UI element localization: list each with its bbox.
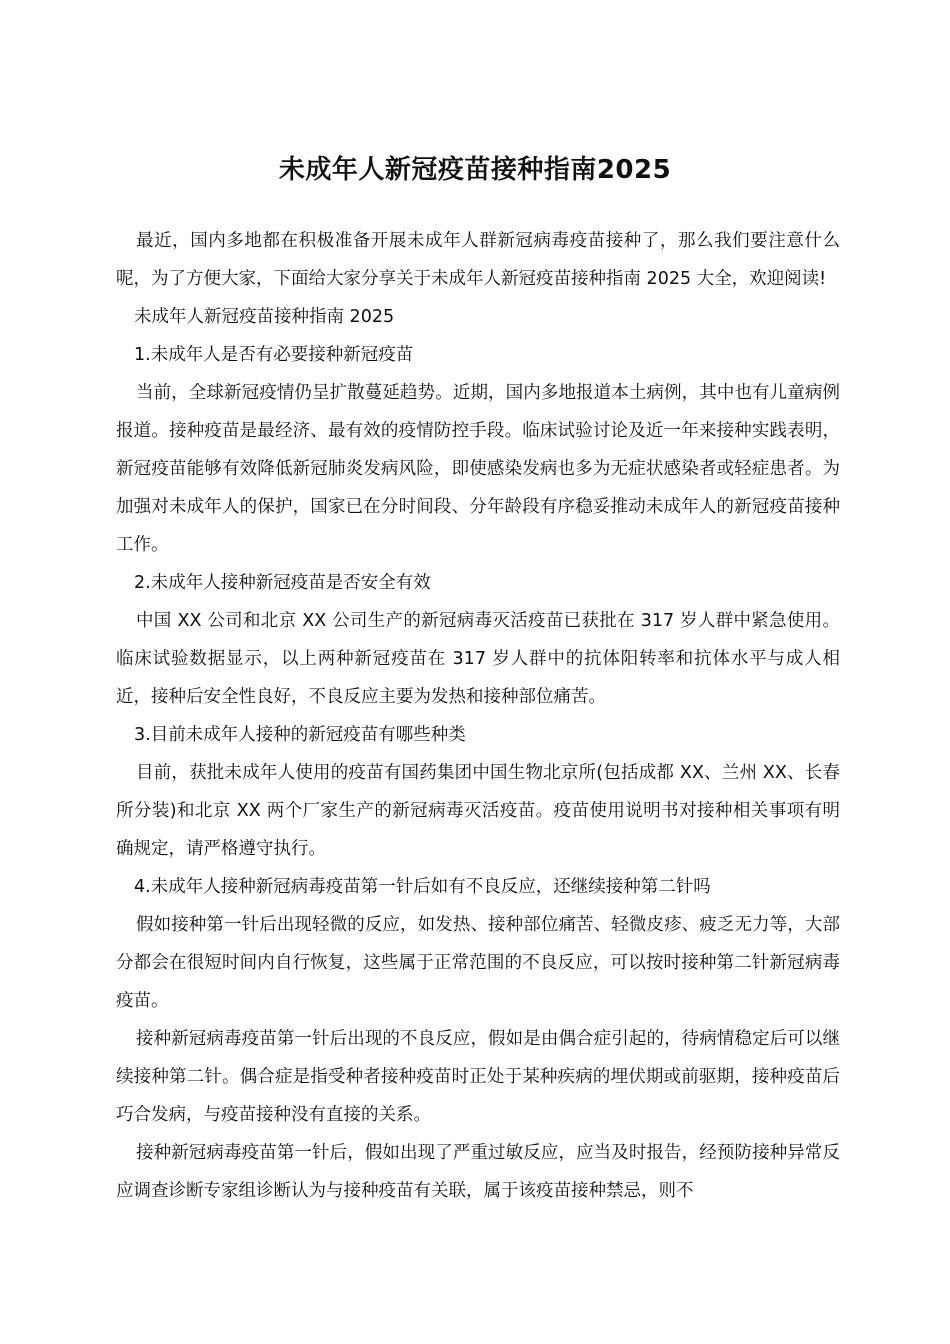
question-heading-2: 2.未成年人接种新冠疫苗是否安全有效 (134, 573, 431, 593)
question-heading-3: 3.目前未成年人接种的新冠疫苗有哪些种类 (134, 725, 466, 745)
answer-paragraph-4a: 假如接种第一针后出现轻微的反应，如发热、接种部位痛苦、轻微皮疹、疲乏无力等，大部分都会在很短时间内自行恢复，这些属于正常范围的不良反应，可以按时接种第二针新冠病毒疫苗。 (116, 915, 840, 1011)
answer-paragraph-1: 当前，全球新冠疫情仍呈扩散蔓延趋势。近期，国内多地报道本土病例，其中也有儿童病例报道。接种疫苗是最经济、最有效的疫情防控手段。临床试验讨论及近一年来接种实践表明，新冠疫苗能够有效降低新冠肺炎发病风险，即使感染发病也多为无症状感染者或轻症患者。为加强对未成年人的保护，国家已在分时间段、分年龄段有序稳妥推动未成年人的新冠疫苗接种工作。 (116, 383, 840, 555)
document-body (116, 222, 840, 1210)
section-title: 未成年人新冠疫苗接种指南 2025 (134, 307, 395, 327)
answer-paragraph-2: 中国 XX 公司和北京 XX 公司生产的新冠病毒灭活疫苗已获批在 317 岁人群中紧急使用。临床试验数据显示，以上两种新冠疫苗在 317 岁人群中的抗体阳转率和抗体水平与成人相近，接种后安全性良好，不良反应主要为发热和接种部位痛苦。 (116, 611, 840, 707)
intro-paragraph: 最近，国内多地都在积极准备开展未成年人群新冠病毒疫苗接种了，那么我们要注意什么呢，为了方便大家，下面给大家分享关于未成年人新冠疫苗接种指南 2025 大全，欢迎阅读! (116, 231, 840, 289)
document-title: 未成年人新冠疫苗接种指南2025 (278, 155, 672, 186)
question-heading-1: 1.未成年人是否有必要接种新冠疫苗 (134, 345, 414, 365)
answer-paragraph-3: 目前，获批未成年人使用的疫苗有国药集团中国生物北京所(包括成都 XX、兰州 XX、长春所分装)和北京 XX 两个厂家生产的新冠病毒灭活疫苗。疫苗使用说明书对接种相关事项有明确规定，请严格遵守执行。 (116, 763, 840, 859)
answer-paragraph-4b: 接种新冠病毒疫苗第一针后出现的不良反应，假如是由偶合症引起的，待病情稳定后可以继续接种第二针。偶合症是指受种者接种疫苗时正处于某种疾病的埋伏期或前驱期，接种疫苗后巧合发病，与疫苗接种没有直接的关系。 (116, 1029, 840, 1125)
answer-paragraph-4c: 接种新冠病毒疫苗第一针后，假如出现了严重过敏反应，应当及时报告，经预防接种异常反应调查诊断专家组诊断认为与接种疫苗有关联，属于该疫苗接种禁忌，则不 (116, 1143, 840, 1201)
question-heading-4: 4.未成年人接种新冠病毒疫苗第一针后如有不良反应，还继续接种第二针吗 (134, 877, 711, 897)
